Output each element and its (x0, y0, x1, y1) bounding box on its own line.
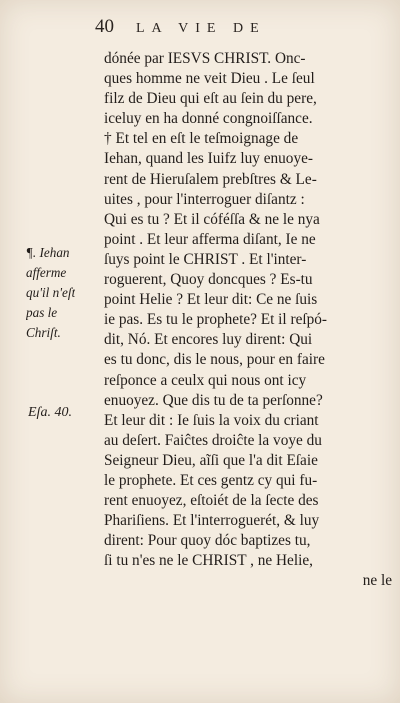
text-line: enuoyez. Que dis tu de ta perſonne? (104, 391, 323, 409)
text-line: uites , pour l'interroguer diſantz : (104, 190, 305, 208)
text-line: iceluy en ha donné congnoiſſance. (104, 110, 313, 128)
text-line: es tu donc, dis le nous, pour en faire (104, 351, 325, 369)
text-line: ſi tu n'es ne le CHRIST , ne Helie, (104, 552, 313, 570)
text-line: Seigneur Dieu, aĩſi que l'a dit Eſaie (104, 451, 318, 469)
text-line: † Et tel en eſt le teſmoignage de (104, 130, 299, 148)
text-line: dirent: Pour quoy dóc baptizes tu, (104, 532, 311, 550)
text-line: le prophete. Et ces gentz cy qui fu- (104, 471, 318, 489)
text-line: roguerent, Quoy doncques ? Es-tu (104, 271, 313, 289)
text-line: rent de Hieruſalem prebſtres & Le- (104, 170, 317, 188)
margin-note-line: pas le (26, 305, 58, 321)
text-line: ie pas. Es tu le prophete? Et il reſpó- (104, 311, 328, 329)
main-text-block (104, 49, 392, 592)
text-line: Qui es tu ? Et il cóféſſa & ne le nya (104, 210, 320, 228)
text-line: Iehan, quand les Iuifz luy enuoye- (104, 150, 313, 168)
page-header (95, 16, 266, 46)
text-line: point . Et leur afferma diſant, Ie ne (104, 230, 316, 248)
text-line: rent enuoyez, eſtoiét de la ſecte des (104, 492, 319, 510)
running-head: LA VIE DE (136, 21, 266, 36)
text-line: point Helie ? Et leur dit: Ce ne ſuis (104, 291, 318, 309)
text-line: Et leur dit : Ie ſuis la voix du criant (104, 411, 319, 429)
catchword: ne le (362, 572, 392, 590)
margin-note-line: afferme (26, 265, 67, 281)
text-line: dit, Nó. Et encores luy dirent: Qui (104, 331, 313, 349)
text-line: Phariſiens. Et l'interroguerét, & luy (104, 512, 320, 530)
text-line: reſponce a ceulx qui nous ont icy (104, 371, 307, 389)
text-line: dónée par IESVS CHRIST. Onc- (104, 50, 306, 67)
text-line: filz de Dieu qui eſt au ſein du pere, (104, 90, 317, 108)
margin-note-line: Eſa. 40. (28, 405, 72, 420)
text-line: ques homme ne veit Dieu . Le ſeul (104, 70, 315, 88)
page-number: 40 (95, 16, 114, 37)
margin-note-esa (28, 403, 72, 423)
margin-note-iehan (26, 243, 75, 343)
text-line: au deſert. Faiĉtes droiĉte la voye du (104, 431, 322, 449)
margin-note-line: ¶. Iehan (26, 245, 70, 260)
margin-note-line: Chriſt. (26, 325, 61, 341)
margin-note-line: qu'il n'eſt (26, 285, 76, 301)
text-line: ſuys point le CHRIST . Et l'inter- (104, 250, 307, 268)
